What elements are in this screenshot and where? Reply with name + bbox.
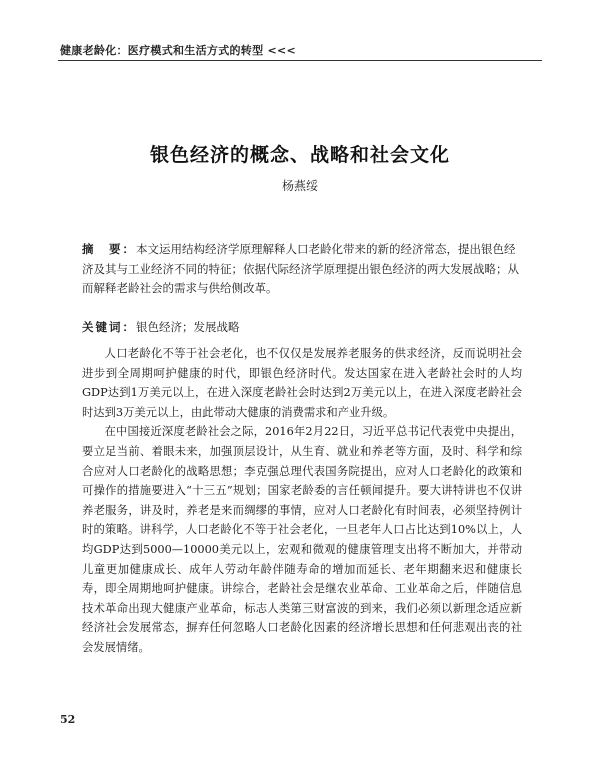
abstract — [82, 240, 522, 299]
article-title: 银色经济的概念、战略和社会文化 — [149, 144, 450, 166]
page-number: 52 — [60, 713, 76, 726]
header-rule — [58, 60, 542, 61]
keywords-text: 银色经济；发展战略 — [136, 320, 240, 334]
body-paragraph: 在中国接近深度老龄社会之际，2016年2月22日，习近平总书记代表党中央提出，要立足当前、着眼未来，加强顶层设计，从生育、就业和养老等方面，及时、科学和综合应对人口老龄化的战略思想；李克强总理代表国务院提出，应对人口老龄化的政策和可操作的措施要进入“十三五”规划；国家老龄委的言任顿闻提升。要大讲特讲也不仅讲养老服务，讲及时，养老是来而绸缪的事情，应对人口老龄化有时间表，必须坚持例计时的策略。讲科学，人口老龄化不等于社会老化，一旦老年人口占比达到10%以上，人均GDP达到5000—10000美元以上，宏观和微观的健康管理支出将不断加大，并带动儿童更加健康成长、成年人劳动年龄伴随寿命的增加而延长、老年期翻来迟和健康长寿，即全周期地呵护健康。讲综合，老龄社会是继农业革命、工业革命之后，伴随信息技术革命出现大健康产业革命，标志人类第三财富波的到来，我们必须以新理念适应新经济社会发展常态，摒弃任何忽略人口老龄化因素的经济增长思想和任何悲观出丧的社会发展情绪。 — [82, 425, 522, 654]
body-text — [82, 344, 522, 658]
running-header: 健康老龄化：医疗模式和生活方式的转型 <<< — [60, 44, 297, 57]
keywords-label: 关键词： — [82, 320, 136, 334]
body-paragraph: 人口老龄化不等于社会老化，也不仅仅是发展养老服务的供求经济，反而说明社会进步到全周期呵护健康的时代，即银色经济时代。发达国家在进入老龄社会时的人均GDP达到1万美元以上，在进入深度老龄社会时达到2万美元以上，在进入深度老龄社会时达到3万美元以上，由此带动大健康的消费需求和产业升级。 — [82, 347, 522, 419]
abstract-text: 本文运用结构经济学原理解释人口老龄化带来的新的经济常态，提出银色经济及其与工业经济不同的特征；依据代际经济学原理提出银色经济的两大发展战略；从而解释老龄社会的需求与供给侧改革。 — [82, 242, 519, 295]
abstract-label: 摘 要： — [82, 242, 136, 256]
article-author: 杨燕绥 — [281, 179, 318, 193]
keywords — [82, 318, 522, 337]
